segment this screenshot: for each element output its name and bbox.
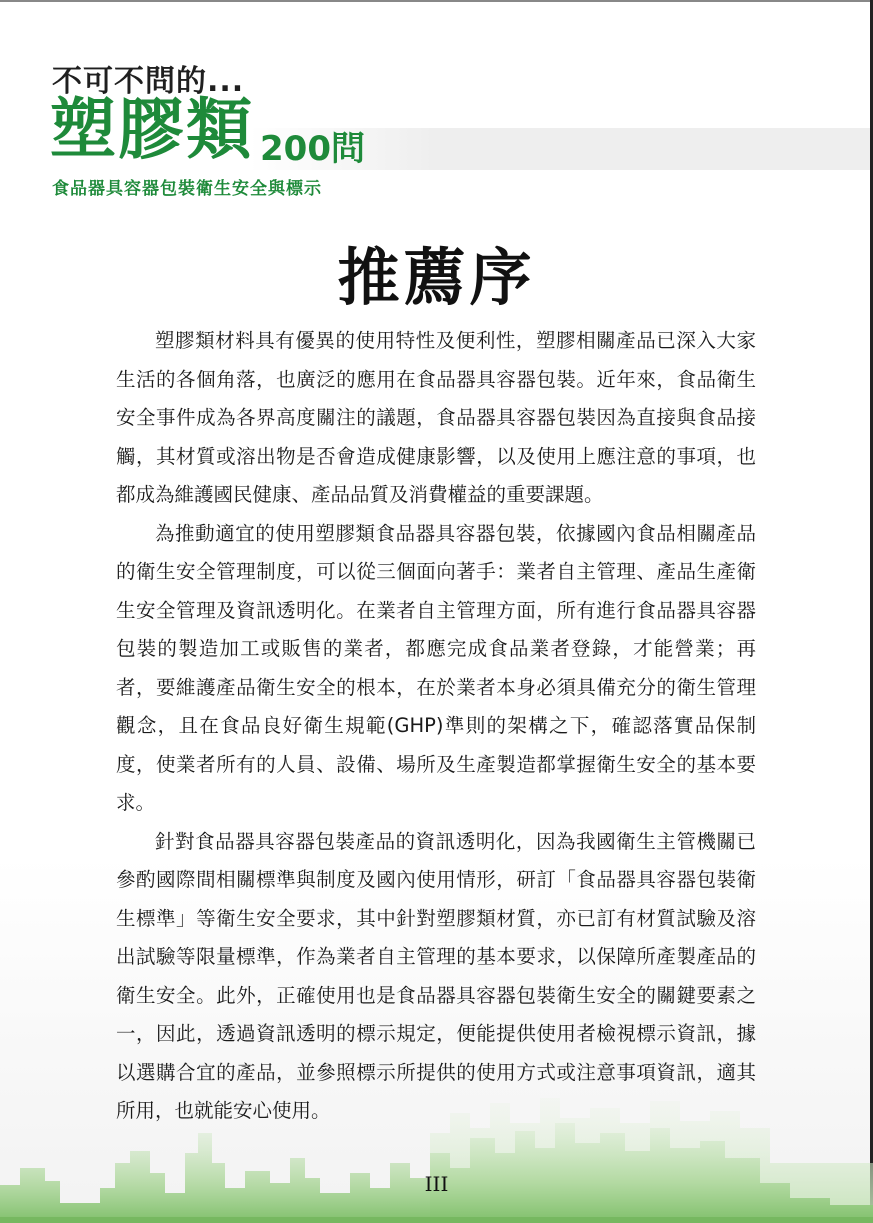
book-tagline: 食品器具容器包裝衛生安全與標示	[52, 179, 322, 199]
paragraph: 塑膠類材料具有優異的使用特性及便利性，塑膠相關產品已深入大家生活的各個角落，也廣泛的應用在食品器具容器包裝。近年來，食品衛生安全事件成為各界高度關注的議題，食品器具容器包裝因為直接與食品接觸，其材質或溶出物是否會造成健康影響，以及使用上應注意的事項，也都成為維護國民健康、產品品質及消費權益的重要課題。	[116, 329, 756, 506]
section-title: 推薦序	[337, 241, 536, 314]
city-skyline-graphic	[0, 1093, 873, 1223]
page-number: III	[424, 1172, 449, 1196]
book-subtitle: 不可不問的...	[52, 64, 245, 99]
paragraph: 針對食品器具容器包裝產品的資訊透明化，因為我國衛生主管機關已參酌國際間相關標準與制度及國內使用情形，研訂「食品器具容器包裝衛生標準」等衛生安全要求，其中針對塑膠類材質，亦已訂有材質試驗及溶出試驗等限量標準，作為業者自主管理的基本要求，以保障所產製產品的衛生安全。此外，正確使用也是食品器具容器包裝衛生安全的關鍵要素之一，因此，透過資訊透明的標示規定，便能提供使用者檢視標示資訊，據以選購合宜的產品，並參照標示所提供的使用方式或注意事項資訊，適其所用，也就能安心使用。	[116, 829, 756, 1122]
page-top-edge	[0, 0, 873, 2]
paragraph: 為推動適宜的使用塑膠類食品器具容器包裝，依據國內食品相關產品的衛生安全管理制度，可以從三個面向著手：業者自主管理、產品生產衛生安全管理及資訊透明化。在業者自主管理方面，所有進行食品器具容器包裝的製造加工或販售的業者，都應完成食品業者登錄，才能營業；再者，要維護產品衛生安全的根本，在於業者本身必須具備充分的衛生管理觀念，且在食品良好衛生規範(GHP)準則的架構之下，確認落實品保制度，使業者所有的人員、設備、場所及生產製造都掌握衛生安全的基本要求。	[116, 521, 756, 814]
book-title-count: 200問	[260, 129, 365, 169]
book-title: 塑膠類	[50, 91, 254, 168]
body-text	[116, 322, 756, 1131]
